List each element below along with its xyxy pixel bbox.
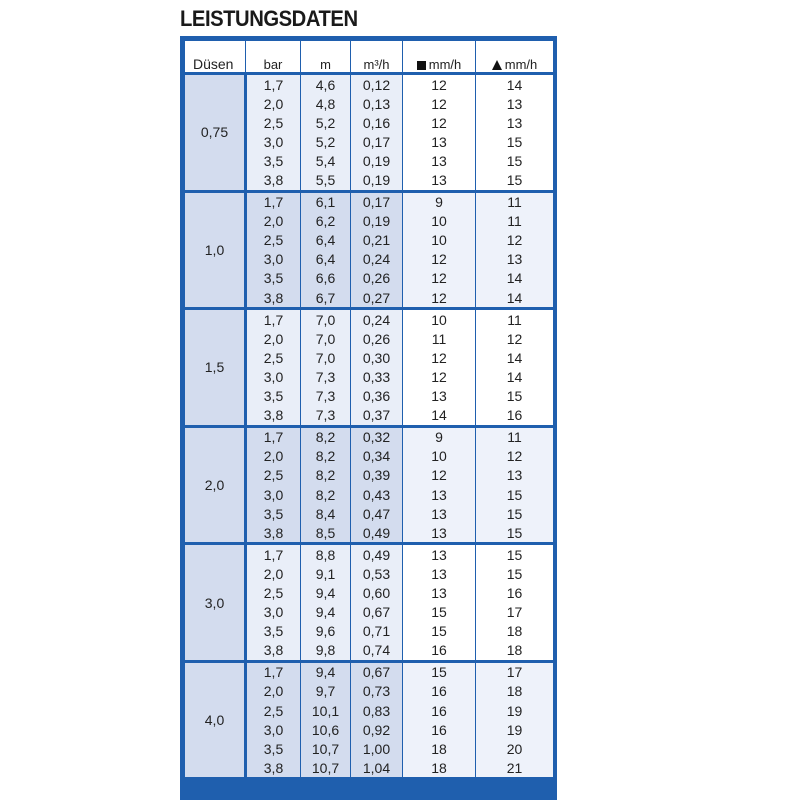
table-header-row xyxy=(185,41,554,74)
square-precip-cell: 18 xyxy=(403,758,476,777)
flow-cell: 0,19 xyxy=(351,151,403,170)
bar-cell: 1,7 xyxy=(246,191,301,212)
m-cell: 10,7 xyxy=(301,758,351,777)
bar-cell: 2,5 xyxy=(246,466,301,485)
square-precip-cell: 10 xyxy=(403,212,476,231)
flow-cell: 0,36 xyxy=(351,387,403,406)
square-precip-cell: 12 xyxy=(403,367,476,386)
m-cell: 6,2 xyxy=(301,212,351,231)
bar-cell: 3,0 xyxy=(246,720,301,739)
bar-cell: 2,0 xyxy=(246,94,301,113)
flow-cell: 0,24 xyxy=(351,250,403,269)
m-cell: 9,4 xyxy=(301,583,351,602)
square-precip-cell: 12 xyxy=(403,288,476,309)
bar-cell: 3,8 xyxy=(246,641,301,662)
flow-cell: 0,34 xyxy=(351,447,403,466)
square-precip-cell: 15 xyxy=(403,661,476,682)
square-precip-cell: 13 xyxy=(403,583,476,602)
flow-cell: 0,92 xyxy=(351,720,403,739)
flow-cell: 0,67 xyxy=(351,603,403,622)
square-precip-cell: 14 xyxy=(403,406,476,427)
triangle-precip-cell: 17 xyxy=(476,603,554,622)
bar-cell: 2,5 xyxy=(246,231,301,250)
square-precip-cell: 15 xyxy=(403,603,476,622)
bar-cell: 3,0 xyxy=(246,603,301,622)
m-cell: 4,6 xyxy=(301,74,351,95)
triangle-precip-cell: 14 xyxy=(476,348,554,367)
flow-cell: 1,04 xyxy=(351,758,403,777)
dusen-cell: 4,0 xyxy=(185,661,246,777)
triangle-precip-cell: 16 xyxy=(476,583,554,602)
triangle-precip-cell: 13 xyxy=(476,113,554,132)
bar-cell: 3,0 xyxy=(246,485,301,504)
bar-cell: 2,0 xyxy=(246,329,301,348)
m-cell: 4,8 xyxy=(301,94,351,113)
bar-cell: 3,5 xyxy=(246,387,301,406)
bar-cell: 2,0 xyxy=(246,212,301,231)
table-row xyxy=(185,74,554,95)
m-cell: 10,7 xyxy=(301,739,351,758)
m-cell: 10,6 xyxy=(301,720,351,739)
header-triangle-precip xyxy=(476,41,554,74)
triangle-precip-cell: 20 xyxy=(476,739,554,758)
triangle-precip-cell: 13 xyxy=(476,466,554,485)
flow-cell: 0,26 xyxy=(351,329,403,348)
bar-cell: 2,0 xyxy=(246,682,301,701)
bar-cell: 1,7 xyxy=(246,661,301,682)
triangle-precip-cell: 14 xyxy=(476,74,554,95)
square-precip-cell: 10 xyxy=(403,309,476,330)
square-precip-cell: 9 xyxy=(403,426,476,447)
m-cell: 5,4 xyxy=(301,151,351,170)
triangle-precip-cell: 12 xyxy=(476,329,554,348)
triangle-precip-cell: 15 xyxy=(476,485,554,504)
flow-cell: 0,49 xyxy=(351,544,403,565)
triangle-precip-cell: 18 xyxy=(476,641,554,662)
square-precip-cell: 13 xyxy=(403,544,476,565)
square-precip-cell: 13 xyxy=(403,170,476,191)
triangle-precip-cell: 18 xyxy=(476,682,554,701)
m-cell: 10,1 xyxy=(301,701,351,720)
bar-cell: 3,5 xyxy=(246,739,301,758)
triangle-precip-cell: 13 xyxy=(476,250,554,269)
square-precip-cell: 12 xyxy=(403,250,476,269)
flow-cell: 0,27 xyxy=(351,288,403,309)
m-cell: 9,7 xyxy=(301,682,351,701)
square-precip-cell: 16 xyxy=(403,682,476,701)
triangle-precip-cell: 15 xyxy=(476,151,554,170)
flow-cell: 0,17 xyxy=(351,191,403,212)
bar-cell: 1,7 xyxy=(246,309,301,330)
header-dusen: Düsen xyxy=(185,41,246,74)
m-cell: 8,5 xyxy=(301,523,351,544)
triangle-precip-cell: 15 xyxy=(476,132,554,151)
bar-cell: 1,7 xyxy=(246,74,301,95)
m-cell: 9,1 xyxy=(301,564,351,583)
flow-cell: 0,16 xyxy=(351,113,403,132)
bar-cell: 3,5 xyxy=(246,151,301,170)
table-row xyxy=(185,544,554,565)
triangle-precip-cell: 17 xyxy=(476,661,554,682)
flow-cell: 0,33 xyxy=(351,367,403,386)
flow-cell: 0,67 xyxy=(351,661,403,682)
flow-cell: 0,37 xyxy=(351,406,403,427)
bar-cell: 3,0 xyxy=(246,367,301,386)
square-precip-cell: 13 xyxy=(403,387,476,406)
square-precip-cell: 13 xyxy=(403,485,476,504)
square-precip-cell: 13 xyxy=(403,564,476,583)
flow-cell: 0,74 xyxy=(351,641,403,662)
bar-cell: 3,8 xyxy=(246,170,301,191)
flow-cell: 0,73 xyxy=(351,682,403,701)
flow-cell: 0,12 xyxy=(351,74,403,95)
nozzle-group xyxy=(185,661,554,777)
bar-cell: 3,8 xyxy=(246,523,301,544)
bar-cell: 2,0 xyxy=(246,564,301,583)
m-cell: 6,6 xyxy=(301,269,351,288)
square-precip-cell: 13 xyxy=(403,132,476,151)
bar-cell: 3,0 xyxy=(246,250,301,269)
m-cell: 8,4 xyxy=(301,504,351,523)
flow-cell: 0,26 xyxy=(351,269,403,288)
m-cell: 7,3 xyxy=(301,387,351,406)
bar-cell: 2,0 xyxy=(246,447,301,466)
square-precip-cell: 12 xyxy=(403,113,476,132)
bar-cell: 3,5 xyxy=(246,504,301,523)
header-square-precip xyxy=(403,41,476,74)
triangle-precip-cell: 11 xyxy=(476,212,554,231)
dusen-cell: 2,0 xyxy=(185,426,246,544)
square-precip-cell: 18 xyxy=(403,739,476,758)
square-precip-cell: 12 xyxy=(403,94,476,113)
table-row xyxy=(185,309,554,330)
triangle-precip-cell: 14 xyxy=(476,367,554,386)
flow-cell: 0,47 xyxy=(351,504,403,523)
square-icon xyxy=(417,61,426,70)
flow-cell: 0,13 xyxy=(351,94,403,113)
triangle-icon xyxy=(492,60,502,70)
flow-cell: 1,00 xyxy=(351,739,403,758)
m-cell: 9,8 xyxy=(301,641,351,662)
nozzle-group xyxy=(185,426,554,544)
m-cell: 7,3 xyxy=(301,367,351,386)
bar-cell: 3,8 xyxy=(246,288,301,309)
m-cell: 8,2 xyxy=(301,466,351,485)
square-precip-cell: 16 xyxy=(403,641,476,662)
nozzle-group xyxy=(185,544,554,662)
bar-cell: 3,8 xyxy=(246,406,301,427)
m-cell: 6,4 xyxy=(301,250,351,269)
flow-cell: 0,71 xyxy=(351,622,403,641)
triangle-precip-cell: 21 xyxy=(476,758,554,777)
bar-cell: 3,0 xyxy=(246,132,301,151)
m-cell: 5,2 xyxy=(301,132,351,151)
bar-cell: 3,8 xyxy=(246,758,301,777)
page-title: LEISTUNGSDATEN xyxy=(180,6,358,31)
flow-cell: 0,49 xyxy=(351,523,403,544)
triangle-precip-cell: 14 xyxy=(476,288,554,309)
triangle-precip-cell: 15 xyxy=(476,170,554,191)
m-cell: 9,4 xyxy=(301,661,351,682)
triangle-precip-cell: 15 xyxy=(476,523,554,544)
m-cell: 6,4 xyxy=(301,231,351,250)
m-cell: 7,3 xyxy=(301,406,351,427)
square-precip-cell: 12 xyxy=(403,348,476,367)
m-cell: 7,0 xyxy=(301,309,351,330)
square-precip-cell: 12 xyxy=(403,74,476,95)
square-precip-cell: 12 xyxy=(403,466,476,485)
m-cell: 8,8 xyxy=(301,544,351,565)
triangle-precip-cell: 11 xyxy=(476,191,554,212)
dusen-cell: 0,75 xyxy=(185,74,246,192)
square-precip-cell: 15 xyxy=(403,622,476,641)
flow-cell: 0,19 xyxy=(351,212,403,231)
flow-cell: 0,60 xyxy=(351,583,403,602)
flow-cell: 0,21 xyxy=(351,231,403,250)
m-cell: 7,0 xyxy=(301,348,351,367)
performance-table xyxy=(184,40,554,777)
square-precip-cell: 13 xyxy=(403,151,476,170)
square-precip-cell: 11 xyxy=(403,329,476,348)
nozzle-group xyxy=(185,309,554,427)
table-row xyxy=(185,426,554,447)
dusen-cell: 3,0 xyxy=(185,544,246,662)
m-cell: 6,1 xyxy=(301,191,351,212)
triangle-precip-cell: 19 xyxy=(476,701,554,720)
flow-cell: 0,19 xyxy=(351,170,403,191)
m-cell: 9,4 xyxy=(301,603,351,622)
bar-cell: 2,5 xyxy=(246,583,301,602)
triangle-precip-cell: 15 xyxy=(476,504,554,523)
triangle-precip-cell: 13 xyxy=(476,94,554,113)
flow-cell: 0,17 xyxy=(351,132,403,151)
flow-cell: 0,83 xyxy=(351,701,403,720)
flow-cell: 0,53 xyxy=(351,564,403,583)
flow-cell: 0,24 xyxy=(351,309,403,330)
m-cell: 7,0 xyxy=(301,329,351,348)
triangle-precip-cell: 11 xyxy=(476,309,554,330)
triangle-precip-cell: 16 xyxy=(476,406,554,427)
bar-cell: 2,5 xyxy=(246,113,301,132)
triangle-precip-cell: 15 xyxy=(476,544,554,565)
dusen-cell: 1,5 xyxy=(185,309,246,427)
bar-cell: 2,5 xyxy=(246,348,301,367)
m-cell: 6,7 xyxy=(301,288,351,309)
square-precip-cell: 16 xyxy=(403,720,476,739)
m-cell: 8,2 xyxy=(301,447,351,466)
header-bar: bar xyxy=(246,41,301,74)
square-precip-cell: 9 xyxy=(403,191,476,212)
performance-table-frame xyxy=(180,36,557,800)
dusen-cell: 1,0 xyxy=(185,191,246,309)
table-row xyxy=(185,661,554,682)
m-cell: 8,2 xyxy=(301,426,351,447)
bar-cell: 1,7 xyxy=(246,544,301,565)
triangle-precip-cell: 12 xyxy=(476,447,554,466)
m-cell: 5,2 xyxy=(301,113,351,132)
header-flow: m³/h xyxy=(351,41,403,74)
bar-cell: 3,5 xyxy=(246,269,301,288)
bar-cell: 1,7 xyxy=(246,426,301,447)
triangle-precip-cell: 12 xyxy=(476,231,554,250)
triangle-precip-cell: 11 xyxy=(476,426,554,447)
square-precip-cell: 12 xyxy=(403,269,476,288)
square-precip-cell: 10 xyxy=(403,447,476,466)
m-cell: 9,6 xyxy=(301,622,351,641)
nozzle-group xyxy=(185,191,554,309)
table-row xyxy=(185,191,554,212)
header-m: m xyxy=(301,41,351,74)
header-triangle-label: mm/h xyxy=(504,57,538,72)
nozzle-group xyxy=(185,74,554,192)
flow-cell: 0,39 xyxy=(351,466,403,485)
flow-cell: 0,43 xyxy=(351,485,403,504)
triangle-precip-cell: 14 xyxy=(476,269,554,288)
triangle-precip-cell: 19 xyxy=(476,720,554,739)
square-precip-cell: 13 xyxy=(403,523,476,544)
flow-cell: 0,32 xyxy=(351,426,403,447)
square-precip-cell: 16 xyxy=(403,701,476,720)
m-cell: 8,2 xyxy=(301,485,351,504)
triangle-precip-cell: 18 xyxy=(476,622,554,641)
flow-cell: 0,30 xyxy=(351,348,403,367)
header-square-label: mm/h xyxy=(428,57,462,72)
triangle-precip-cell: 15 xyxy=(476,387,554,406)
bar-cell: 3,5 xyxy=(246,622,301,641)
square-precip-cell: 13 xyxy=(403,504,476,523)
triangle-precip-cell: 15 xyxy=(476,564,554,583)
bar-cell: 2,5 xyxy=(246,701,301,720)
m-cell: 5,5 xyxy=(301,170,351,191)
square-precip-cell: 10 xyxy=(403,231,476,250)
